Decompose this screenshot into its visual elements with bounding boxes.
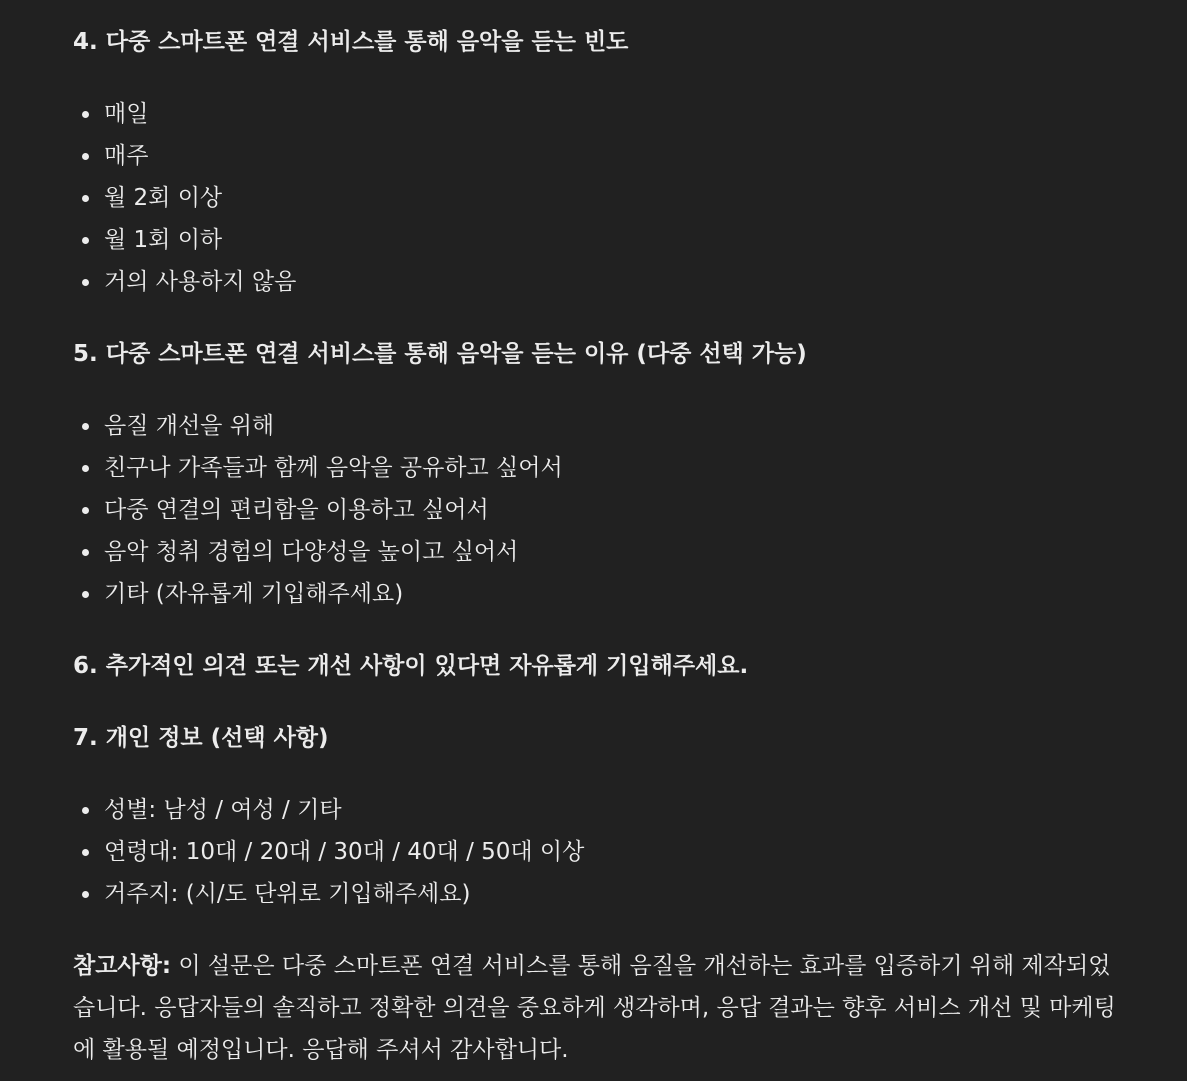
question-7-options [73,789,1163,915]
note-text-line1: 이 설문은 다중 스마트폰 연결 서비스를 통해 음질을 개선하는 효과를 입증하기 위해 제작되었 [171,953,1111,979]
list-item: 거의 사용하지 않음 [73,261,1163,303]
section-spacer [73,687,1163,717]
note-label: 참고사항: [73,953,172,979]
question-4-heading: 4. 다중 스마트폰 연결 서비스를 통해 음악을 듣는 빈도 [73,29,629,55]
note-text-line2: 습니다. 응답자들의 솔직하고 정확한 의견을 중요하게 생각하며, 응답 결과는 향후 서비스 개선 및 마케팅 [73,995,1116,1021]
list-item: 기타 (자유롭게 기입해주세요) [73,573,1163,615]
list-item: 매일 [73,93,1163,135]
note-paragraph [73,945,1163,1071]
question-5-options [73,405,1163,615]
list-item: 매주 [73,135,1163,177]
list-item: 성별: 남성 / 여성 / 기타 [73,789,1163,831]
note-text-line3: 에 활용될 예정입니다. 응답해 주셔서 감사합니다. [73,1037,569,1063]
list-item: 친구나 가족들과 함께 음악을 공유하고 싶어서 [73,447,1163,489]
question-6-heading: 6. 추가적인 의견 또는 개선 사항이 있다면 자유롭게 기입해주세요. [73,653,749,679]
list-item: 월 2회 이상 [73,177,1163,219]
list-item: 월 1회 이하 [73,219,1163,261]
list-item: 거주지: (시/도 단위로 기입해주세요) [73,873,1163,915]
survey-content [73,21,1163,1071]
question-4-options [73,93,1163,303]
list-item: 연령대: 10대 / 20대 / 30대 / 40대 / 50대 이상 [73,831,1163,873]
question-7-heading: 7. 개인 정보 (선택 사항) [73,725,329,751]
list-item: 음질 개선을 위해 [73,405,1163,447]
list-item: 다중 연결의 편리함을 이용하고 싶어서 [73,489,1163,531]
list-item: 음악 청취 경험의 다양성을 높이고 싶어서 [73,531,1163,573]
question-5-heading: 5. 다중 스마트폰 연결 서비스를 통해 음악을 듣는 이유 (다중 선택 가능) [73,341,807,367]
